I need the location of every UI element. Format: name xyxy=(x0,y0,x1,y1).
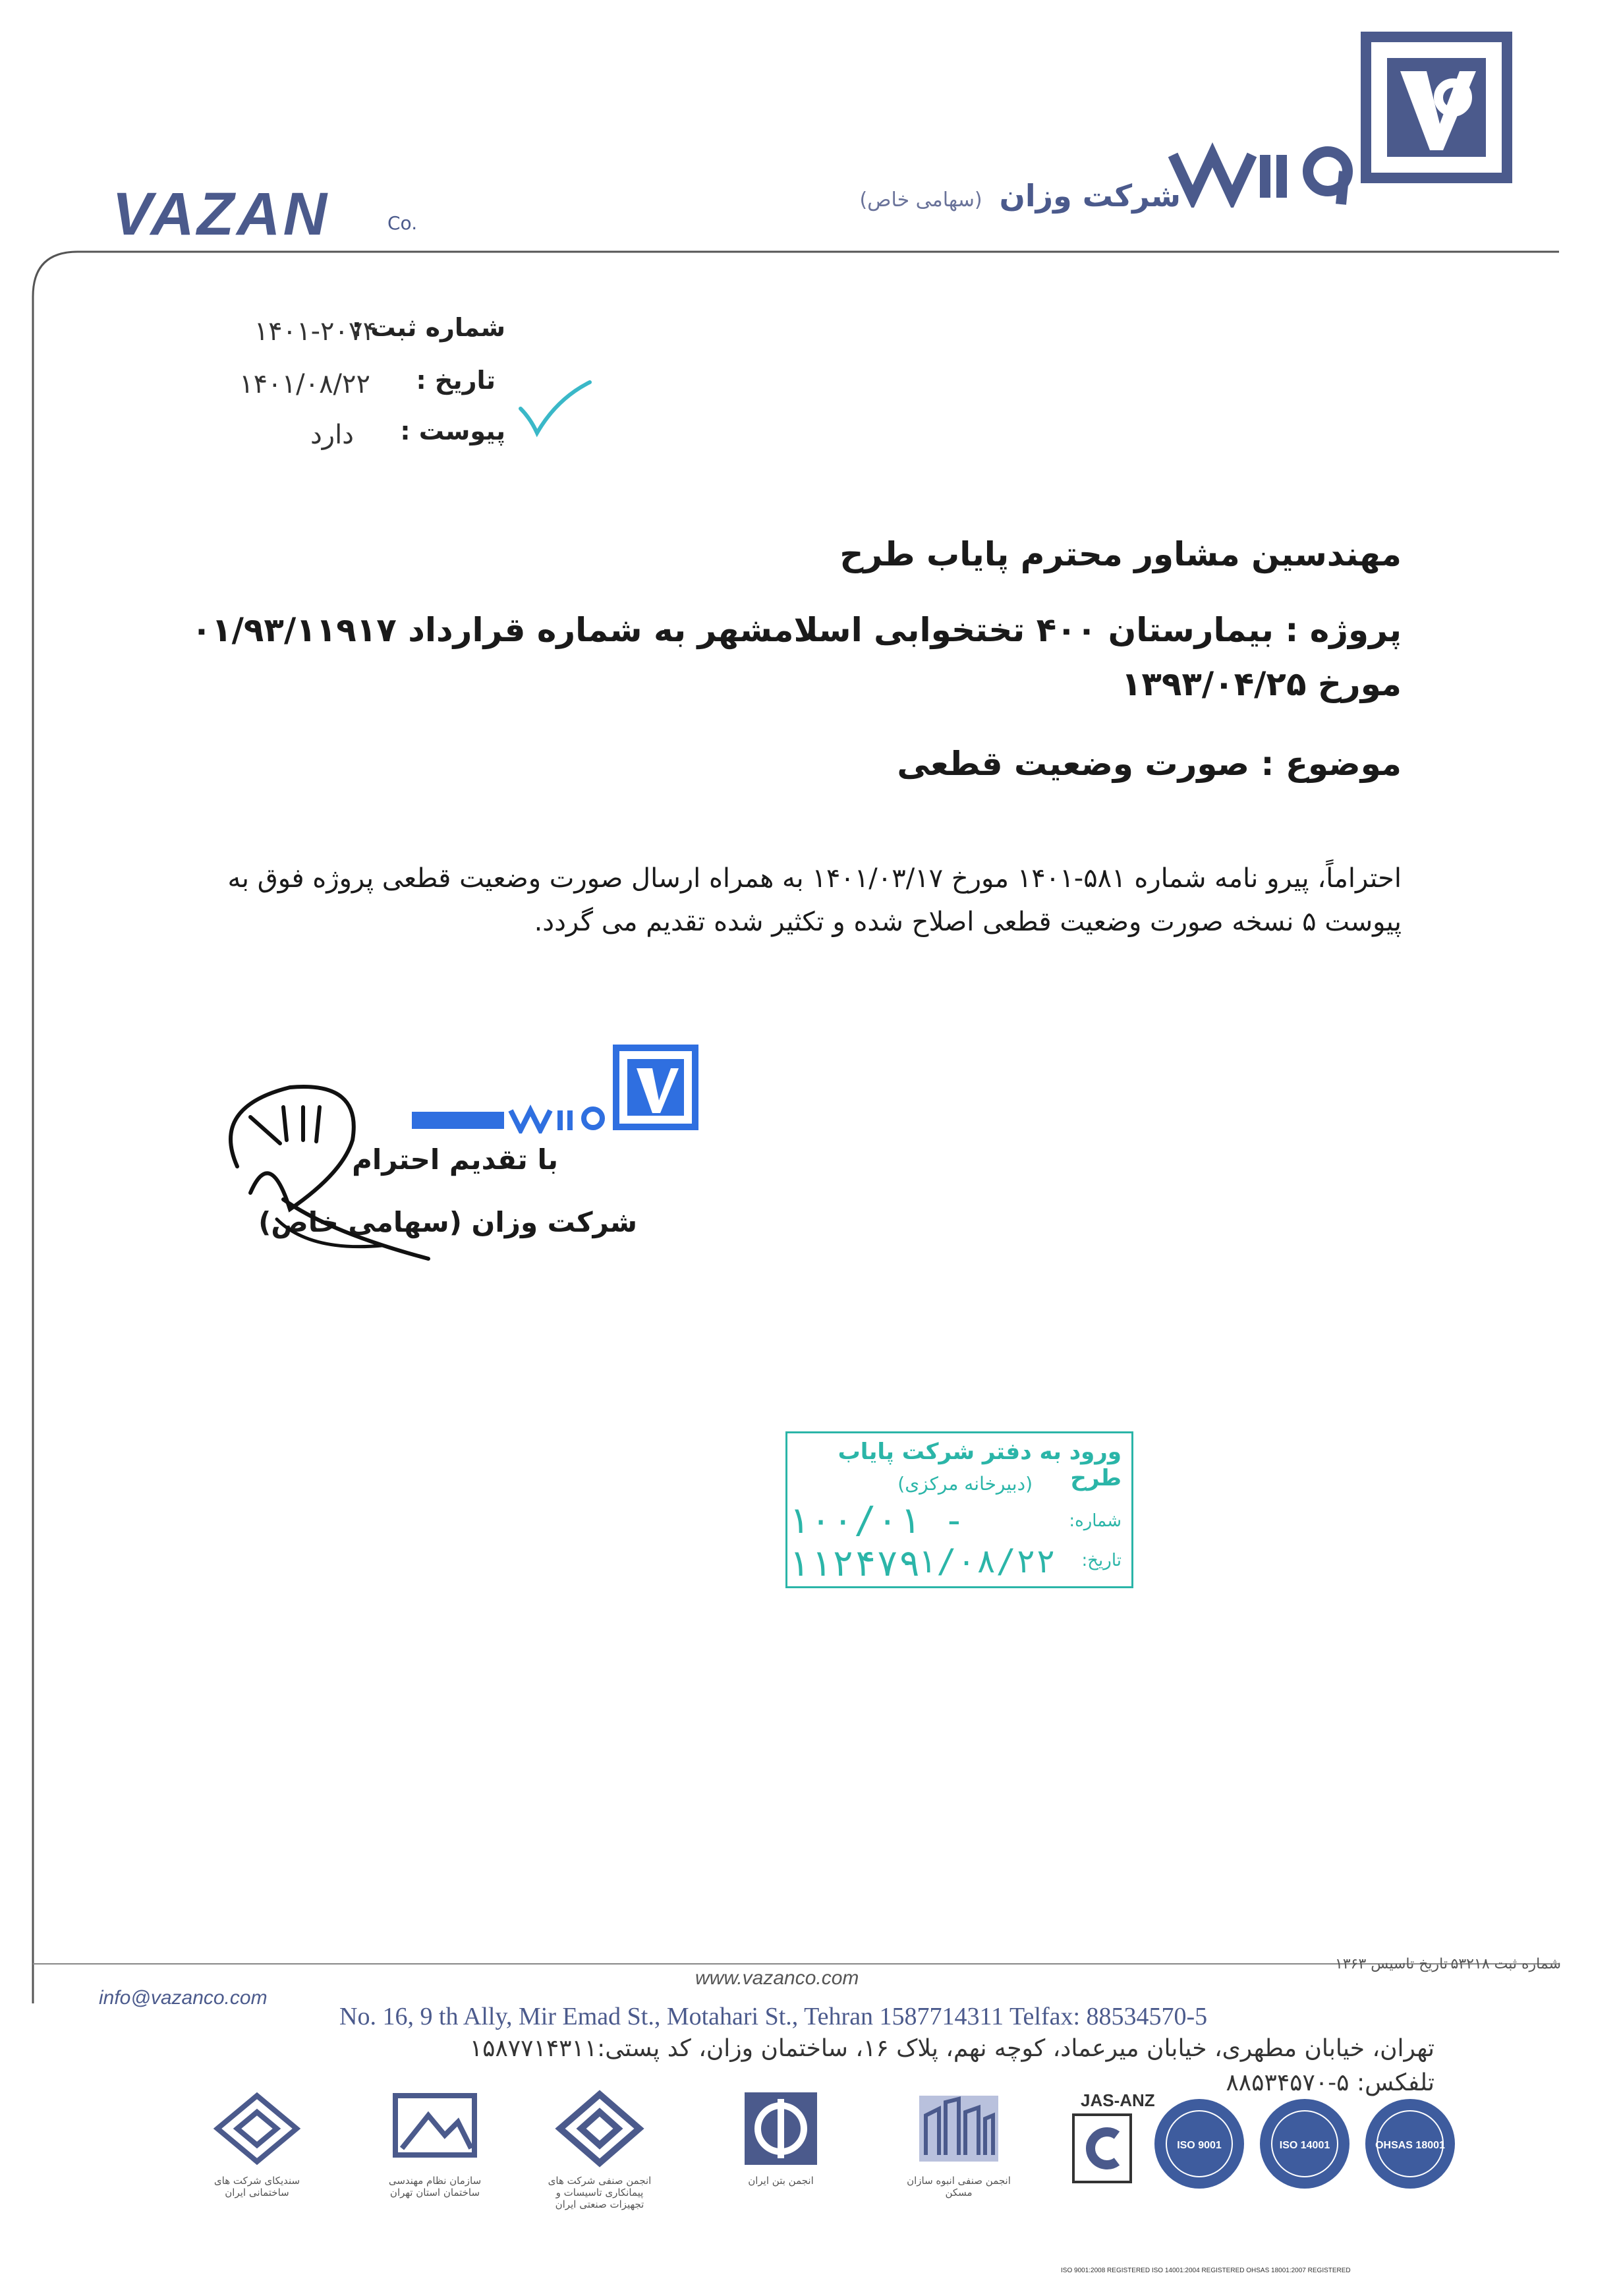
date-value: ۱۴۰۱/۰۸/۲۲ xyxy=(239,369,370,399)
certification-logo-icon xyxy=(1071,2112,1133,2185)
brand-en-text: VAZAN xyxy=(112,183,330,246)
caption-engineering-org: سازمان نظام مهندسی ساختمان استان تهران xyxy=(388,2175,482,2198)
email-link[interactable]: info@vazanco.com xyxy=(99,1987,268,2009)
website-link[interactable]: www.vazanco.com xyxy=(695,1967,859,1989)
subject-line: موضوع : صورت وضعیت قطعی xyxy=(897,745,1402,783)
vazan-wordmark-fa-icon xyxy=(1166,135,1357,208)
brand-suffix: Co. xyxy=(387,212,418,234)
iso-14001-label: ISO 14001 xyxy=(1279,2140,1330,2151)
registration-label: شماره ثبت : xyxy=(351,313,505,342)
received-stamp-date: ۰۱/۰۸/۲۲ xyxy=(897,1542,1056,1580)
caption-contractors-assoc: انجمن صنفی شرکت های پیمانکاری تاسیسات و تجهیزات صنعتی ایران xyxy=(548,2175,652,2210)
received-stamp-number-label: شماره: xyxy=(1069,1511,1122,1531)
recipient: مهندسین مشاور محترم پایاب طرح xyxy=(839,535,1402,573)
caption-concrete-institute: انجمن بتن ایران xyxy=(748,2175,814,2187)
closing-line: با تقدیم احترام xyxy=(352,1143,558,1176)
signatory-name: شرکت وزان (سهامی خاص) xyxy=(258,1206,637,1238)
received-stamp-title: ورود به دفتر شرکت پایاب طرح xyxy=(838,1439,1122,1491)
date-label: تاریخ : xyxy=(416,366,496,395)
footer-founded: تاریخ تاسیس ۱۳۶۳ xyxy=(1335,1956,1448,1972)
contractors-assoc-logo-icon xyxy=(554,2089,646,2168)
iso-9001-label: ISO 9001 xyxy=(1177,2140,1222,2151)
vazan-english-logo xyxy=(112,183,402,246)
caption-mass-builders: انجمن صنفی انبوه سازان مسکن xyxy=(907,2175,1011,2198)
received-stamp-number: ۱۰۰/۰۱ - ۱۱۲۴۷۹ xyxy=(787,1499,965,1585)
company-name xyxy=(859,178,1181,214)
engineering-org-logo-icon xyxy=(389,2089,481,2168)
project-line: پروژه : بیمارستان ۴۰۰ تختخوابی اسلامشهر به شماره قرارداد ۰۱/۹۳/۱۱۹۱۷ مورخ ۱۳۹۳/۰۴/۲۵ xyxy=(191,611,1402,703)
concrete-institute-logo-icon xyxy=(741,2089,820,2168)
certification-footer-text: ISO 9001:2008 REGISTERED ISO 14001:2004 REGISTERED OHSAS 18001:2007 REGISTERED xyxy=(1061,2267,1351,2274)
jas-anz-label: JAS-ANZ xyxy=(1081,2090,1155,2110)
received-stamp-date-label: تاریخ: xyxy=(1081,1551,1122,1570)
telfax-persian: تلفکس: ۵-۸۸۵۳۴۵۷۰ xyxy=(1226,2069,1434,2096)
address-persian: تهران، خیابان مطهری، خیابان میرعماد، کوچه نهم، پلاک ۱۶، ساختمان وزان، کد پستی:۱۵۸۷۷۱۴۳۱۱ xyxy=(469,2035,1434,2062)
caption-syndicate: سندیکای شرکت های ساختمانی ایران xyxy=(213,2175,300,2198)
received-stamp xyxy=(785,1431,1133,1588)
vazan-logo-icon xyxy=(1361,32,1512,183)
ohsas-18001-label: OHSAS 18001 xyxy=(1375,2140,1445,2151)
company-type: (سهامی خاص) xyxy=(859,188,982,212)
body-paragraph: احتراماً، پیرو نامه شماره ۵۸۱-۱۴۰۱ مورخ ۱۴۰۱/۰۳/۱۷ به همراه ارسال صورت وضعیت قطعی پروژه فوق به پیوست ۵ نسخه صورت وضعیت قطعی اصلاح شده و تکثیر شده تقدیم می گردد. xyxy=(227,863,1402,937)
handwritten-signature xyxy=(211,1068,448,1265)
received-stamp-subtitle: (دبیرخانه مرکزی) xyxy=(897,1473,1033,1495)
construction-syndicate-logo-icon xyxy=(211,2089,303,2168)
address-english: No. 16, 9 th Ally, Mir Emad St., Motahari St., Tehran 1587714311 Telfax: 88534570-5 xyxy=(339,2003,1208,2030)
attachment-value: دارد xyxy=(310,420,354,450)
footer-registration-no: شماره ثبت ۵۳۲۱۸ xyxy=(1450,1956,1561,1972)
attachment-label: پیوست : xyxy=(400,416,505,445)
registration-value: ۱۴۰۱-۲۰۷۴ xyxy=(254,316,377,347)
checkmark-icon xyxy=(517,379,593,438)
company-stamp-icon xyxy=(613,1045,698,1130)
mass-builders-logo-icon xyxy=(913,2089,1005,2168)
iso-badges xyxy=(1147,2094,1476,2193)
company-name-text: شرکت وزان xyxy=(999,178,1181,214)
